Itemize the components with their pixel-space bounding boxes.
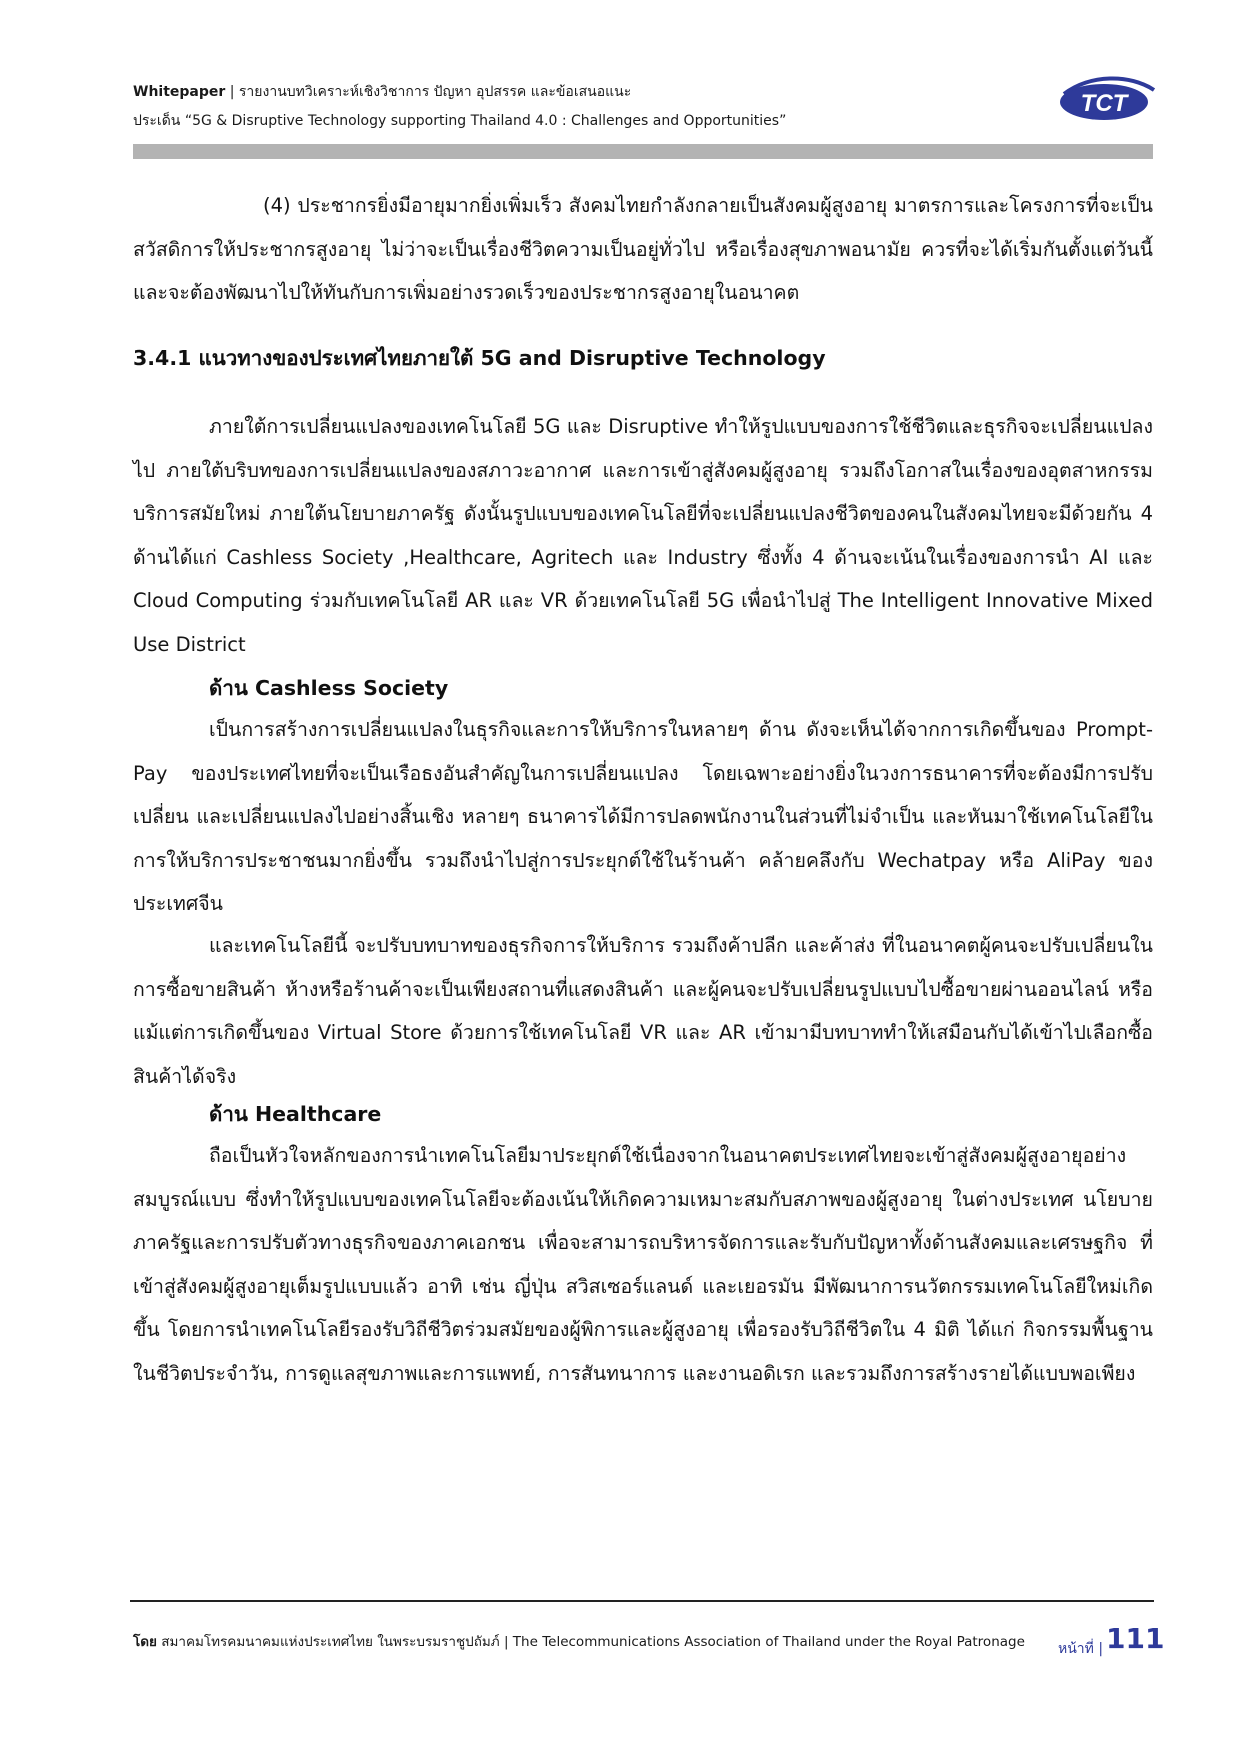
footer-by-label: โดย <box>133 1634 157 1650</box>
header-brand: Whitepaper <box>133 84 226 100</box>
footer-divider <box>130 1600 1154 1602</box>
paragraph-elderly-population: (4) ประชากรยิ่งมีอายุมากยิ่งเพิ่มเร็ว สังคมไทยกำลังกลายเป็นสังคมผู้สูงอายุ มาตรการและโครงการที่จะเป็นสวัสดิการให้ประชากรสูงอายุ ไม่ว่าจะเป็นเรื่องชีวิตความเป็นอยู่ทั่วไป หรือเรื่องสุขภาพอนามัย ควรที่จะได้เริ่มกันตั้งแต่วันนี้ และจะต้องพัฒนาไปให้ทันกับการเพิ่มอย่างรวดเร็วของประชากรสูงอายุในอนาคต <box>133 194 1153 304</box>
page-number: 111 <box>1106 1622 1165 1655</box>
footer-organization <box>133 1630 1025 1652</box>
paragraph-5g-disruptive: ภายใต้การเปลี่ยนแปลงของเทคโนโลยี 5G และ Disruptive ทำให้รูปแบบของการใช้ชีวิตและธุรกิจจะเปลี่ยนแปลงไป ภายใต้บริบทของการเปลี่ยนแปลงของสภาวะอากาศ และการเข้าสู่สังคมผู้สูงอายุ รวมถึงโอกาสในเรื่องของอุตสาหกรรมบริการสมัยใหม่ ภายใต้นโยบายภาครัฐ ดังนั้นรูปแบบของเทคโนโลยีที่จะเปลี่ยนแปลงชีวิตของคนในสังคมไทยจะมีด้วยกัน 4 ด้านได้แก่ Cashless Society ,Healthcare, Agritech และ Industry ซึ่งทั้ง 4 ด้านจะเน้นในเรื่องของการนำ AI และ Cloud Computing ร่วมกับเทคโนโลยี AR และ VR ด้วยเทคโนโลยี 5G เพื่อนำไปสู่ The Intelligent Innovative Mixed Use District <box>133 415 1153 656</box>
paragraph-healthcare: ถือเป็นหัวใจหลักของการนำเทคโนโลยีมาประยุกต์ใช้เนื่องจากในอนาคตประเทศไทยจะเข้าสู่สังคมผู้สูงอายุอย่างสมบูรณ์แบบ ซึ่งทำให้รูปแบบของเทคโนโลยีจะต้องเน้นให้เกิดความเหมาะสมกับสภาพของผู้สูงอายุ ในต่างประเทศ นโยบายภาครัฐและการปรับตัวทางธุรกิจของภาคเอกชน เพื่อจะสามารถบริหารจัดการและรับกับปัญหาทั้งด้านสังคมและเศรษฐกิจ ที่เข้าสู่สังคมผู้สูงอายุเต็มรูปแบบแล้ว อาทิ เช่น ญี่ปุ่น สวิสเซอร์แลนด์ และเยอรมัน มีพัฒนาการนวัตกรรมเทคโนโลยีใหม่เกิดขึ้น โดยการนำเทคโนโลยีรองรับวิถีชีวิตร่วมสมัยของผู้พิการและผู้สูงอายุ เพื่อรองรับวิถีชีวิตใน 4 มิติ ได้แก่ กิจกรรมพื้นฐานในชีวิตประจำวัน, การดูแลสุขภาพและการแพทย์, การสันทนาการ และงานอดิเรก และรวมถึงการสร้างรายได้แบบพอเพียง <box>133 1144 1153 1385</box>
tct-logo-text: TCT <box>1080 90 1128 117</box>
header-divider-bar <box>133 144 1153 159</box>
page-label: หน้าที่ | <box>1058 1641 1104 1657</box>
footer-org-text: สมาคมโทรคมนาคมแห่งประเทศไทย ในพระบรมราชูปถัมภ์ | The Telecommunications Association of Thailand under the Royal Patronage <box>161 1634 1025 1650</box>
document-header <box>133 78 1113 136</box>
header-line-2: ประเด็น “5G & Disruptive Technology supporting Thailand 4.0 : Challenges and Opportunities” <box>133 113 787 129</box>
section-heading-3-4-1: 3.4.1 แนวทางของประเทศไทยภายใต้ 5G and Disruptive Technology <box>133 346 826 370</box>
paragraph-cashless-1: เป็นการสร้างการเปลี่ยนแปลงในธุรกิจและการให้บริการในหลายๆ ด้าน ดังจะเห็นได้จากการเกิดขึ้นของ Prompt-Pay ของประเทศไทยที่จะเป็นเรือธงอันสำคัญในการเปลี่ยนแปลง โดยเฉพาะอย่างยิ่งในวงการธนาคารที่จะต้องมีการปรับเปลี่ยน และเปลี่ยนแปลงไปอย่างสิ้นเชิง หลายๆ ธนาคารได้มีการปลดพนักงานในส่วนที่ไม่จำเป็น และหันมาใช้เทคโนโลยีในการให้บริการประชาชนมากยิ่งขึ้น รวมถึงนำไปสู่การประยุกต์ใช้ในร้านค้า คล้ายคลึงกับ Wechatpay หรือ AliPay ของประเทศจีน <box>133 718 1153 915</box>
header-title: | รายงานบทวิเคราะห์เชิงวิชาการ ปัญหา อุปสรรค และข้อเสนอแนะ <box>229 84 632 100</box>
tct-logo-icon <box>1050 68 1158 128</box>
subheading-healthcare: ด้าน Healthcare <box>209 1102 382 1126</box>
subheading-cashless-society: ด้าน Cashless Society <box>209 676 449 700</box>
paragraph-cashless-2: และเทคโนโลยีนี้ จะปรับบทบาทของธุรกิจการให้บริการ รวมถึงค้าปลีก และค้าส่ง ที่ในอนาคตผู้คนจะปรับเปลี่ยนในการซื้อขายสินค้า ห้างหรือร้านค้าจะเป็นเพียงสถานที่แสดงสินค้า และผู้คนจะปรับเปลี่ยนรูปแบบไปซื้อขายผ่านออนไลน์ หรือแม้แต่การเกิดขึ้นของ Virtual Store ด้วยการใช้เทคโนโลยี VR และ AR เข้ามามีบทบาททำให้เสมือนกับได้เข้าไปเลือกซื้อสินค้าได้จริง <box>133 934 1153 1088</box>
header-line-1 <box>133 78 1113 107</box>
